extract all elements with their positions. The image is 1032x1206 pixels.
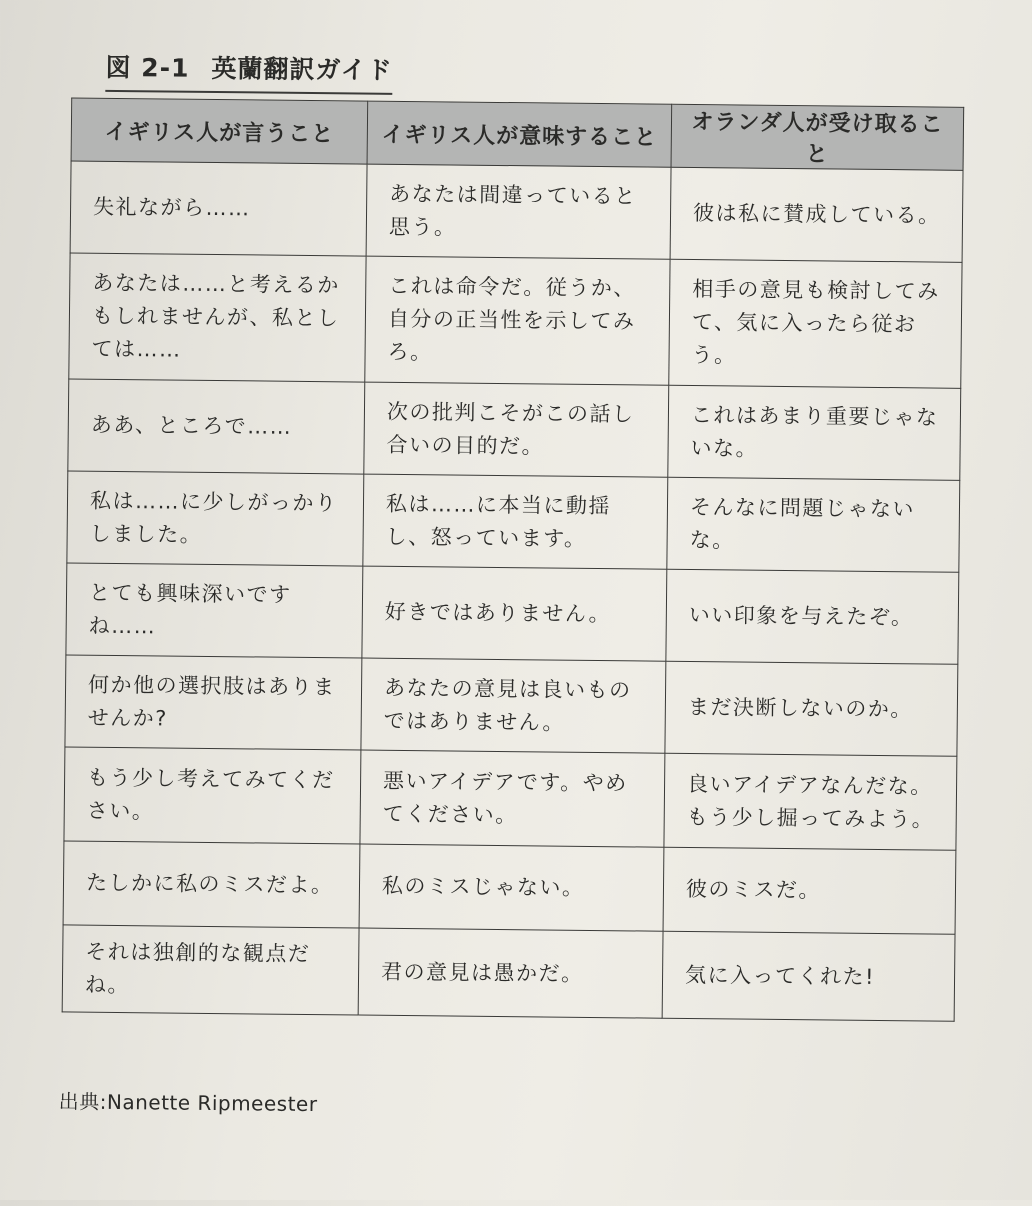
table-cell: ああ、ところで…… bbox=[68, 379, 365, 474]
table-row bbox=[66, 563, 959, 664]
figure-caption: 英蘭翻訳ガイド bbox=[211, 53, 393, 85]
source-citation: 出典:Nanette Ripmeester bbox=[58, 1089, 318, 1117]
table-row bbox=[67, 471, 960, 572]
translation-guide-table bbox=[62, 97, 965, 1021]
table-row bbox=[70, 161, 963, 262]
table-row bbox=[63, 841, 956, 934]
table-cell: 彼は私に賛成している。 bbox=[670, 167, 963, 262]
table-cell: あなたは……と考えるかもしれませんが、私としては…… bbox=[69, 253, 366, 382]
table-cell: これは命令だ。従うか、自分の正当性を示してみろ。 bbox=[365, 256, 670, 385]
figure-title bbox=[105, 48, 393, 95]
table-row bbox=[64, 747, 957, 850]
table-row bbox=[65, 655, 958, 756]
table-cell: これはあまり重要じゃないな。 bbox=[668, 385, 961, 480]
table-cell: 悪いアイデアです。やめてください。 bbox=[360, 750, 665, 847]
table-cell: 好きではありません。 bbox=[362, 566, 667, 661]
table-cell: 次の批判こそがこの話し合いの目的だ。 bbox=[364, 382, 669, 477]
table-cell: 私は……に少しがっかりしました。 bbox=[67, 471, 364, 566]
table-row bbox=[68, 379, 961, 480]
column-header-british-says: イギリス人が言うこと bbox=[71, 98, 368, 164]
header-row bbox=[71, 98, 964, 170]
table-cell: あなたの意見は良いものではありません。 bbox=[361, 658, 666, 753]
table-row bbox=[69, 253, 962, 388]
table-row bbox=[62, 925, 955, 1021]
column-header-dutch-understands: オランダ人が受け取ること bbox=[671, 104, 964, 170]
table-cell: 良いアイデアなんだな。もう少し掘ってみよう。 bbox=[664, 753, 957, 850]
table-cell: あなたは間違っていると思う。 bbox=[366, 164, 671, 259]
table-cell: たしかに私のミスだよ。 bbox=[63, 841, 360, 928]
table-cell: 相手の意見も検討してみて、気に入ったら従おう。 bbox=[669, 259, 962, 388]
table-cell: 気に入ってくれた! bbox=[662, 931, 955, 1021]
table-cell: 彼のミスだ。 bbox=[663, 847, 956, 934]
column-header-british-means: イギリス人が意味すること bbox=[367, 101, 672, 167]
table-cell: まだ決断しないのか。 bbox=[665, 661, 958, 756]
table-cell: とても興味深いですね…… bbox=[66, 563, 363, 658]
table-cell: 失礼ながら…… bbox=[70, 161, 367, 256]
table-cell: もう少し考えてみてください。 bbox=[64, 747, 361, 844]
table-cell: それは独創的な観点だね。 bbox=[62, 925, 359, 1015]
table-cell: いい印象を与えたぞ。 bbox=[666, 569, 959, 664]
figure-number: 図 2-1 bbox=[105, 52, 190, 83]
table-cell: そんなに問題じゃないな。 bbox=[667, 477, 960, 572]
table-cell: 何か他の選択肢はありませんか? bbox=[65, 655, 362, 750]
table-cell: 君の意見は愚かだ。 bbox=[358, 928, 663, 1018]
table-cell: 私は……に本当に動揺し、怒っています。 bbox=[363, 474, 668, 569]
table-cell: 私のミスじゃない。 bbox=[359, 844, 664, 931]
